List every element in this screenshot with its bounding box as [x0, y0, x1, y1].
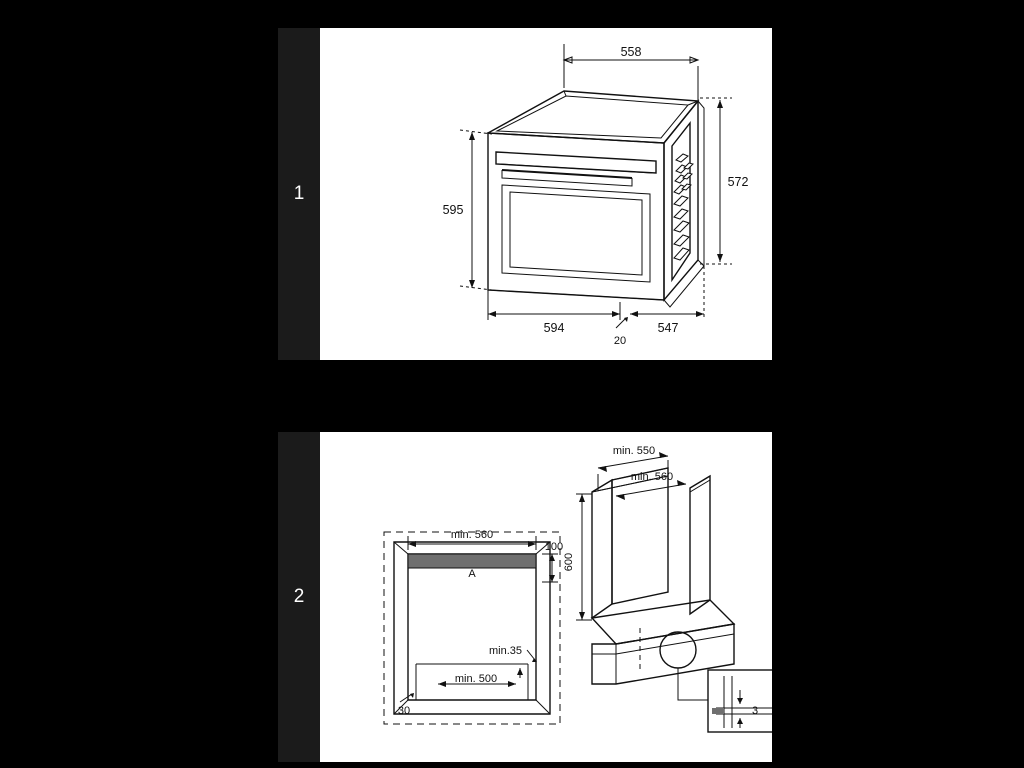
- cabinet-cutout-drawing: [320, 432, 772, 762]
- dim-top-depth: min. 550: [612, 445, 656, 457]
- dim-cutout-bottom-left: 30: [397, 705, 411, 717]
- panel-1-number: 1: [293, 183, 305, 204]
- panel-2: [278, 432, 772, 762]
- dim-side-height: 572: [727, 175, 749, 189]
- panel-1-body: [320, 28, 772, 360]
- dim-door-offset: 20: [613, 335, 627, 347]
- panel-2-body: [320, 432, 772, 762]
- panel-2-number-tab: [278, 432, 320, 762]
- panel-2-number: 2: [293, 586, 305, 607]
- dim-front-height: 595: [442, 203, 464, 217]
- dim-front-width: 594: [543, 321, 565, 335]
- panel-1: [278, 28, 772, 360]
- oven-dimension-drawing: [320, 28, 772, 360]
- panel-1-number-tab: [278, 28, 320, 360]
- dim-cutout-gap: min.35: [488, 645, 522, 657]
- dim-depth: 547: [657, 321, 679, 335]
- dim-top-width: 558: [620, 45, 642, 59]
- dim-cutout-bottom-width: min. 500: [454, 673, 498, 685]
- dim-detail-gap: 3: [752, 705, 759, 717]
- dim-cutout-top-right: 100: [544, 541, 564, 553]
- dim-inner-depth: min. 560: [630, 471, 674, 483]
- label-A: A: [468, 568, 476, 580]
- dim-cutout-top-width: min. 560: [450, 529, 494, 541]
- dim-cabinet-height: 600: [563, 552, 575, 572]
